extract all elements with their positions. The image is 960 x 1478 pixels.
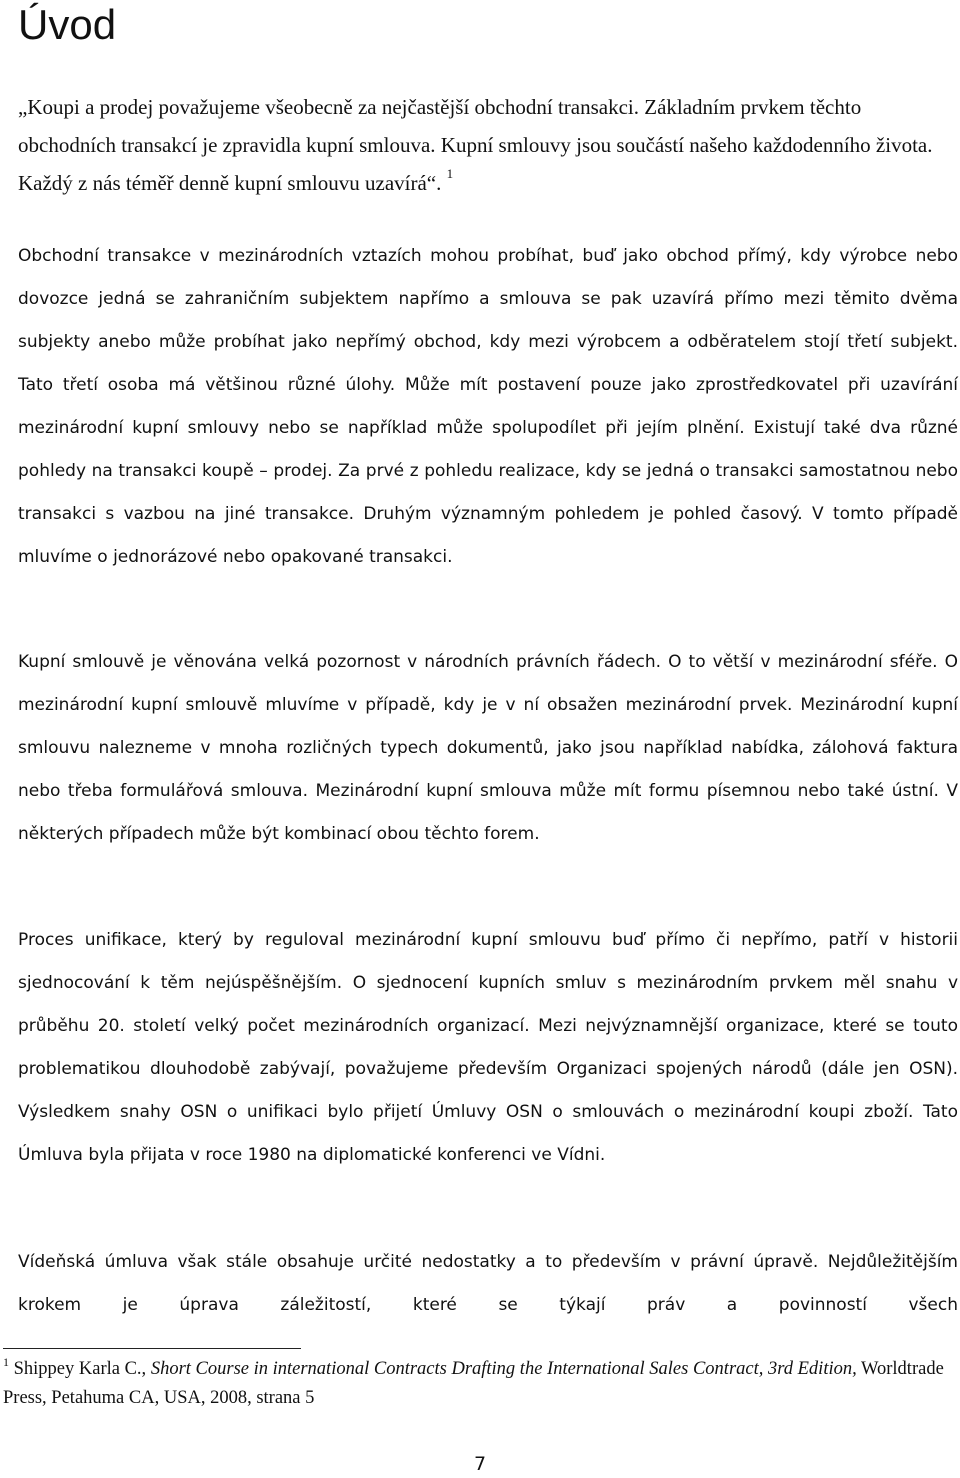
paragraph-unification: Proces unifikace, který by reguloval mezinárodní kupní smlouvu buď přímo či nepřímo, patří v historii sjednocování k těm nejúspěšnějším. O sjednocení kupních smluv s mezinárodním prvkem měl snahu v průběhu 20. století velký počet mezinárodních organizací. Mezi nejvýznamnější organizace, které se touto problematikou dlouhodobě zabývají, považujeme především Organizaci spojených národů (dále jen OSN). Výsledkem snahy OSN o unifikaci bylo přijetí Úmluvy OSN o smlouvách o mezinárodní koupi zboží. Tato Úmluva byla přijata v roce 1980 na diplomatické konferenci ve Vídni. xyxy=(18,930,958,1165)
footnote-title: Short Course in international Contracts Drafting the International Sales Contract, 3rd Edition, xyxy=(150,1359,857,1379)
footnote xyxy=(3,1355,953,1413)
footnote-publisher: Worldtrade Press, Petahuma CA, USA, 2008, strana 5 xyxy=(3,1359,944,1408)
paragraph-sales-contract: Kupní smlouvě je věnována velká pozornost v národních právních řádech. O to větší v mezinárodní sféře. O mezinárodní kupní smlouvě mluvíme v případě, kdy je v ní obsažen mezinárodní prvek. Mezinárodní kupní smlouvu nalezneme v mnoha rozličných typech dokumentů, jako jsou například nabídka, zálohová faktura nebo třeba formulářová smlouva. Mezinárodní kupní smlouva může mít formu písemnou nebo také ústní. V některých případech může být kombinací obou těchto forem. xyxy=(18,652,958,844)
footnote-separator xyxy=(3,1348,301,1349)
footnote-author: Shippey Karla C., xyxy=(13,1359,147,1379)
paragraph-vienna-convention: Vídeňská úmluva však stále obsahuje určité nedostatky a to především v právní úpravě. Nejdůležitějším krokem je úprava záležitostí, které se týkají práv a povinností všech xyxy=(18,1252,958,1315)
page-heading: Úvod xyxy=(18,1,117,48)
footnote-number: 1 xyxy=(3,1355,9,1369)
footnote-reference[interactable]: 1 xyxy=(446,166,454,181)
page-number: 7 xyxy=(473,1453,487,1475)
quote-text: „Koupi a prodej považujeme všeobecně za nejčastější obchodní transakci. Základním prvkem těchto obchodních transakcí je zpravidla kupní smlouva. Kupní smlouvy jsou součástí našeho každodenního života. Každý z nás téměř denně kupní smlouvu uzavírá“. xyxy=(18,95,933,195)
intro-quote xyxy=(18,88,960,202)
paragraph-transactions: Obchodní transakce v mezinárodních vztazích mohou probíhat, buď jako obchod přímý, kdy výrobce nebo dovozce jedná se zahraničním subjektem napřímo a smlouva se pak uzavírá přímo mezi těmito dvěma subjekty anebo může probíhat jako nepřímý obchod, kdy mezi výrobcem a odběratelem stojí třetí subjekt. Tato třetí osoba má většinou různé úlohy. Může mít postavení pouze jako zprostředkovatel při uzavírání mezinárodní kupní smlouvy nebo se například může spolupodílet při jejím plnění. Existují také dva různé pohledy na transakci koupě – prodej. Za prvé z pohledu realizace, kdy se jedná o transakci samostatnou nebo transakci s vazbou na jiné transakce. Druhým významným pohledem je pohled časový. V tomto případě mluvíme o jednorázové nebo opakované transakci. xyxy=(18,246,958,567)
